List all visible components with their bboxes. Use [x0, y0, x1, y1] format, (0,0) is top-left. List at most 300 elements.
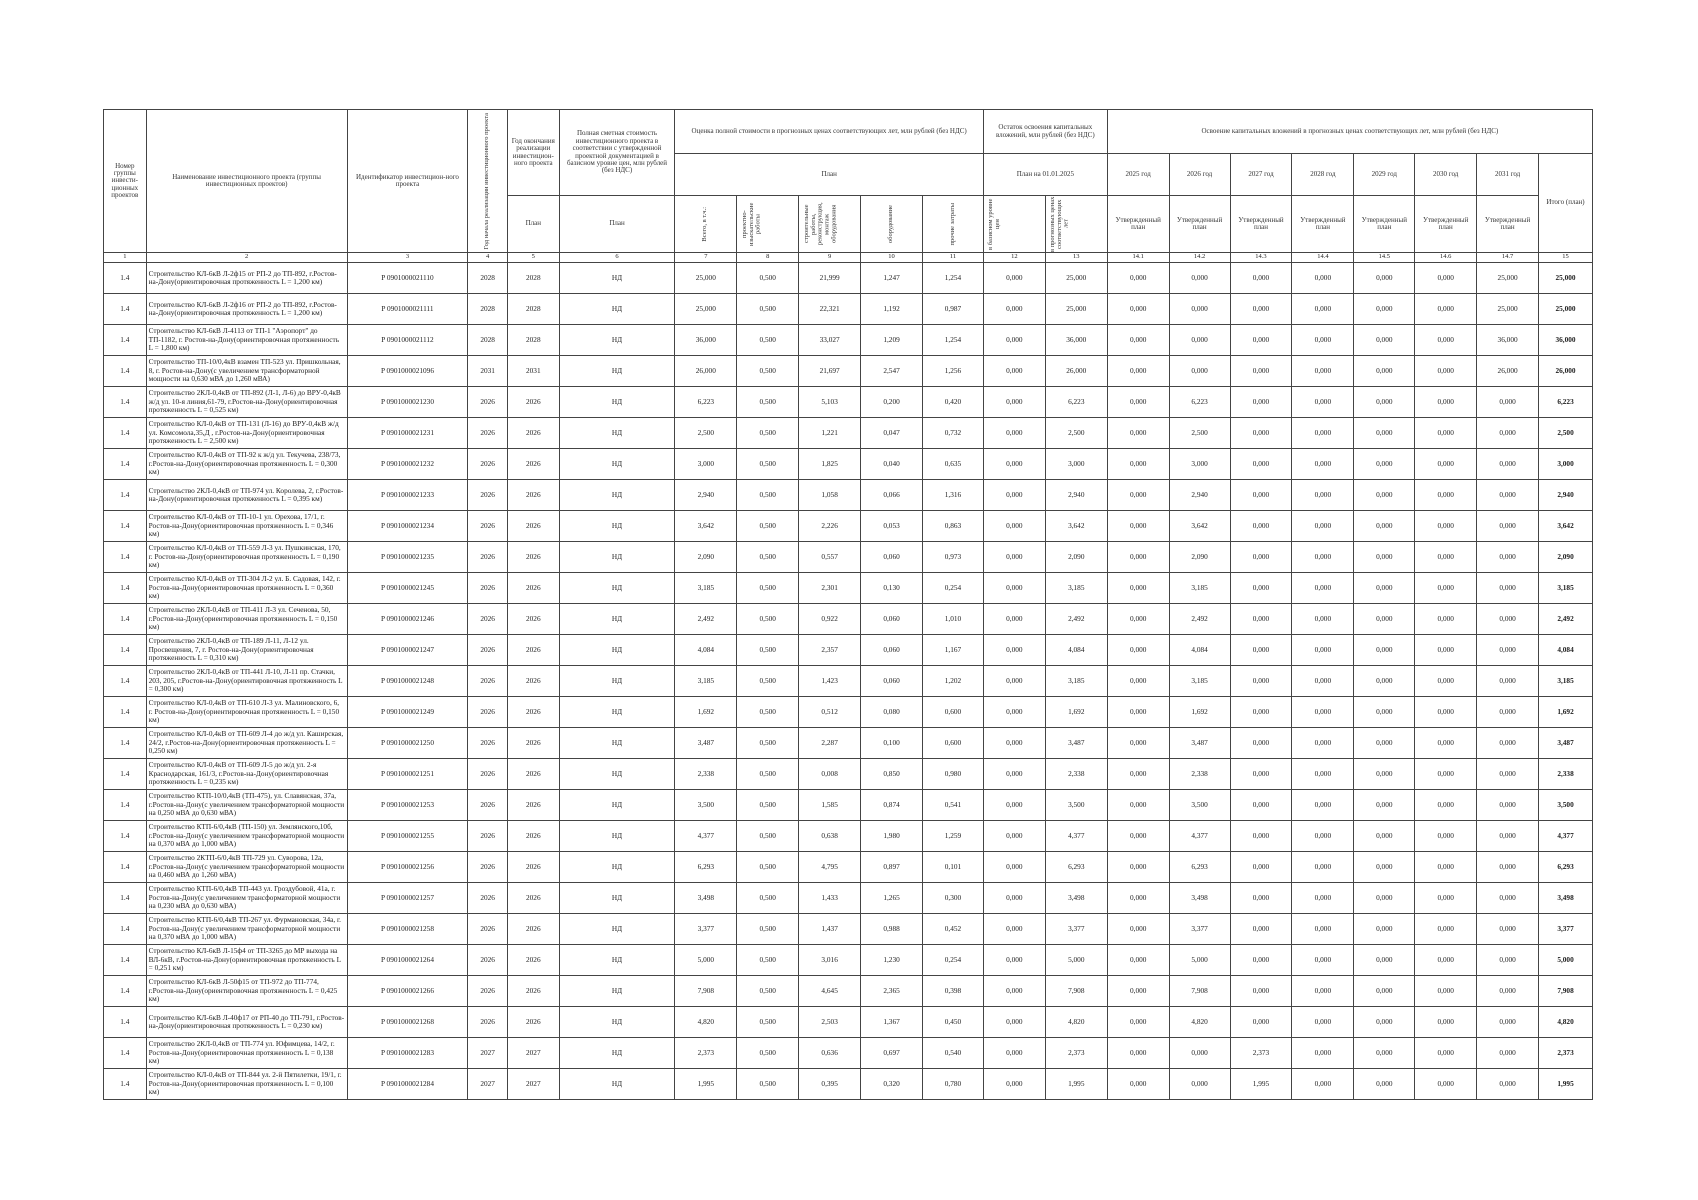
year-end-cell: 2026 — [507, 511, 559, 542]
column-number: 14.1 — [1107, 253, 1169, 263]
value-cell: 0,000 — [1169, 1069, 1230, 1100]
year-start-cell: 2026 — [468, 728, 508, 759]
table-row — [104, 697, 1593, 728]
value-cell: 0,000 — [1230, 511, 1292, 542]
value-cell: 0,000 — [1292, 387, 1354, 418]
value-cell: 0,000 — [1415, 604, 1477, 635]
group-number-cell: 1.4 — [104, 542, 147, 573]
value-cell: 0,000 — [1230, 697, 1292, 728]
value-cell: 0,000 — [1354, 666, 1415, 697]
value-cell: 0,398 — [923, 976, 984, 1007]
value-cell: 0,000 — [983, 852, 1045, 883]
value-cell: 0,780 — [923, 1069, 984, 1100]
total-cell: 6,223 — [1539, 387, 1593, 418]
value-cell: 0,000 — [1415, 418, 1477, 449]
value-cell: 0,000 — [1415, 263, 1477, 294]
value-cell: 0,000 — [1415, 821, 1477, 852]
total-cell: 3,185 — [1539, 573, 1593, 604]
value-cell: 0,000 — [1230, 914, 1292, 945]
group-number-cell: 1.4 — [104, 1007, 147, 1038]
value-cell: 5,103 — [799, 387, 861, 418]
value-cell: 0,000 — [1230, 635, 1292, 666]
table-body — [104, 263, 1593, 1100]
value-cell: 0,500 — [737, 325, 799, 356]
group-number-cell: 1.4 — [104, 914, 147, 945]
value-cell: 0,395 — [799, 1069, 861, 1100]
header-plan-date: План на 01.01.2025 — [983, 154, 1107, 196]
value-cell: 3,487 — [1169, 728, 1230, 759]
value-cell: 0,000 — [1354, 604, 1415, 635]
year-start-cell: 2026 — [468, 1007, 508, 1038]
header-year-end-plan: План — [507, 196, 559, 253]
value-cell: 0,254 — [923, 573, 984, 604]
year-start-cell: 2026 — [468, 387, 508, 418]
value-cell: 0,000 — [1107, 790, 1169, 821]
year-end-cell: 2026 — [507, 604, 559, 635]
value-cell: 0,000 — [1230, 263, 1292, 294]
value-cell: 0,000 — [1477, 759, 1539, 790]
project-name-cell: Строительство 2КЛ-0,4кВ от ТП-411 Л-3 ул. Сеченова, 50, г.Ростов-на-Дону(ориентировочная протяженность L = 0,150 км) — [146, 604, 347, 635]
value-cell: 0,000 — [1354, 728, 1415, 759]
value-cell: 1,995 — [1230, 1069, 1292, 1100]
value-cell: 3,185 — [1169, 573, 1230, 604]
value-cell: 1,995 — [1045, 1069, 1107, 1100]
value-cell: 1,221 — [799, 418, 861, 449]
project-name-cell: Строительство КТП-6/0,4кВ ТП-267 ул. Фурмановская, 34а, г. Ростов-на-Дону(с увеличением трансформаторной мощности на 0,370 мВА до 1,000 мВА) — [146, 914, 347, 945]
group-number-cell: 1.4 — [104, 325, 147, 356]
value-cell: 1,825 — [799, 449, 861, 480]
value-cell: 0,053 — [861, 511, 923, 542]
value-cell: 2,301 — [799, 573, 861, 604]
value-cell: 0,500 — [737, 1038, 799, 1069]
value-cell: 0,987 — [923, 294, 984, 325]
project-id-cell: P 0901000021266 — [347, 976, 468, 1007]
value-cell: 0,500 — [737, 263, 799, 294]
value-cell: 0,000 — [1292, 325, 1354, 356]
table-row — [104, 821, 1593, 852]
value-cell: 0,000 — [1230, 542, 1292, 573]
value-cell: 0,000 — [1415, 542, 1477, 573]
value-cell: 0,000 — [1230, 387, 1292, 418]
value-cell: 4,377 — [1045, 821, 1107, 852]
value-cell: 0,000 — [1415, 449, 1477, 480]
value-cell: 0,000 — [1107, 852, 1169, 883]
value-cell: 0,200 — [861, 387, 923, 418]
value-cell: 25,000 — [675, 263, 737, 294]
value-cell: 0,000 — [1477, 418, 1539, 449]
value-cell: 0,500 — [737, 387, 799, 418]
value-cell: 0,000 — [1230, 759, 1292, 790]
value-cell: 0,000 — [983, 697, 1045, 728]
value-cell: 0,000 — [1292, 356, 1354, 387]
value-cell: 0,863 — [923, 511, 984, 542]
value-cell: 0,000 — [1354, 945, 1415, 976]
total-cell: 2,500 — [1539, 418, 1593, 449]
value-cell: 0,000 — [1107, 511, 1169, 542]
project-id-cell: P 0901000021246 — [347, 604, 468, 635]
header-year-2029: 2029 год — [1354, 154, 1415, 196]
value-cell: 0,000 — [1292, 449, 1354, 480]
full-cost-cell: НД — [559, 325, 675, 356]
value-cell: 0,066 — [861, 480, 923, 511]
value-cell: 21,999 — [799, 263, 861, 294]
total-cell: 1,692 — [1539, 697, 1593, 728]
value-cell: 0,000 — [1292, 759, 1354, 790]
project-name-cell: Строительство 2КЛ-0,4кВ от ТП-974 ул. Королева, 2, г.Ростов-на-Дону(ориентировочная протяженность L = 0,395 км) — [146, 480, 347, 511]
full-cost-cell: НД — [559, 728, 675, 759]
full-cost-cell: НД — [559, 821, 675, 852]
value-cell: 0,000 — [1107, 666, 1169, 697]
total-cell: 2,090 — [1539, 542, 1593, 573]
value-cell: 1,585 — [799, 790, 861, 821]
value-cell: 0,000 — [983, 666, 1045, 697]
value-cell: 3,500 — [1169, 790, 1230, 821]
year-start-cell: 2026 — [468, 883, 508, 914]
value-cell: 0,000 — [1415, 852, 1477, 883]
value-cell: 2,492 — [1045, 604, 1107, 635]
value-cell: 0,000 — [1354, 790, 1415, 821]
value-cell: 0,060 — [861, 604, 923, 635]
value-cell: 0,000 — [1230, 976, 1292, 1007]
value-cell: 2,503 — [799, 1007, 861, 1038]
value-cell: 0,000 — [1292, 852, 1354, 883]
year-end-cell: 2026 — [507, 852, 559, 883]
project-name-cell: Строительство 2КТП-6/0,4кВ ТП-729 ул. Суворова, 12а, г.Ростов-на-Дону(с увеличением трансформаторной мощности на 0,460 мВА до 1,260 мВА) — [146, 852, 347, 883]
project-id-cell: P 0901000021251 — [347, 759, 468, 790]
header-sub-other: прочие затраты — [923, 196, 984, 253]
value-cell: 0,000 — [983, 976, 1045, 1007]
full-cost-cell: НД — [559, 573, 675, 604]
header-approved-2029: Утвержденный план — [1354, 196, 1415, 253]
value-cell: 0,000 — [983, 263, 1045, 294]
column-number: 5 — [507, 253, 559, 263]
value-cell: 0,000 — [1354, 387, 1415, 418]
full-cost-cell: НД — [559, 1007, 675, 1038]
value-cell: 0,000 — [1354, 914, 1415, 945]
project-id-cell: P 0901000021245 — [347, 573, 468, 604]
total-cell: 3,185 — [1539, 666, 1593, 697]
group-number-cell: 1.4 — [104, 852, 147, 883]
value-cell: 21,697 — [799, 356, 861, 387]
column-number: 1 — [104, 253, 147, 263]
column-number: 11 — [923, 253, 984, 263]
value-cell: 2,500 — [1169, 418, 1230, 449]
project-id-cell: P 0901000021234 — [347, 511, 468, 542]
value-cell: 0,973 — [923, 542, 984, 573]
value-cell: 0,732 — [923, 418, 984, 449]
value-cell: 3,185 — [1045, 666, 1107, 697]
project-id-cell: P 0901000021253 — [347, 790, 468, 821]
value-cell: 0,000 — [1292, 263, 1354, 294]
group-number-cell: 1.4 — [104, 449, 147, 480]
project-id-cell: P 0901000021258 — [347, 914, 468, 945]
full-cost-cell: НД — [559, 604, 675, 635]
project-id-cell: P 0901000021235 — [347, 542, 468, 573]
value-cell: 0,000 — [1230, 573, 1292, 604]
header-sub-total: Всего, в т.ч.: — [675, 196, 737, 253]
value-cell: 0,000 — [1354, 511, 1415, 542]
value-cell: 3,185 — [1045, 573, 1107, 604]
value-cell: 0,500 — [737, 883, 799, 914]
table-row — [104, 263, 1593, 294]
value-cell: 3,642 — [1045, 511, 1107, 542]
value-cell: 3,498 — [1169, 883, 1230, 914]
value-cell: 0,000 — [1477, 573, 1539, 604]
column-number: 14.4 — [1292, 253, 1354, 263]
value-cell: 0,541 — [923, 790, 984, 821]
value-cell: 0,500 — [737, 1069, 799, 1100]
value-cell: 3,000 — [1169, 449, 1230, 480]
value-cell: 1,247 — [861, 263, 923, 294]
value-cell: 0,500 — [737, 790, 799, 821]
column-numbers-row — [104, 253, 1593, 263]
value-cell: 0,000 — [1415, 325, 1477, 356]
header-year-2026: 2026 год — [1169, 154, 1230, 196]
value-cell: 0,000 — [1415, 573, 1477, 604]
project-id-cell: P 0901000021257 — [347, 883, 468, 914]
value-cell: 0,000 — [1107, 294, 1169, 325]
value-cell: 0,000 — [1107, 449, 1169, 480]
value-cell: 0,000 — [983, 511, 1045, 542]
value-cell: 0,000 — [1292, 542, 1354, 573]
value-cell: 1,692 — [1169, 697, 1230, 728]
value-cell: 0,000 — [1107, 604, 1169, 635]
investment-projects-table — [103, 109, 1593, 1100]
group-number-cell: 1.4 — [104, 976, 147, 1007]
total-cell: 1,995 — [1539, 1069, 1593, 1100]
year-start-cell: 2026 — [468, 511, 508, 542]
value-cell: 0,008 — [799, 759, 861, 790]
value-cell: 3,000 — [675, 449, 737, 480]
header-approved-2030: Утвержденный план — [1415, 196, 1477, 253]
value-cell: 0,000 — [1107, 387, 1169, 418]
value-cell: 0,500 — [737, 1007, 799, 1038]
value-cell: 0,047 — [861, 418, 923, 449]
value-cell: 0,450 — [923, 1007, 984, 1038]
value-cell: 25,000 — [1477, 294, 1539, 325]
value-cell: 0,500 — [737, 914, 799, 945]
header-full-cost: Полная сметная стоимость инвестиционного проекта в соответствии с утвержденной проектной документацией в базисном уровне цен, млн рублей (без НДС) — [559, 110, 675, 196]
value-cell: 0,254 — [923, 945, 984, 976]
project-id-cell: P 0901000021096 — [347, 356, 468, 387]
value-cell: 0,000 — [1292, 573, 1354, 604]
header-year-2025: 2025 год — [1107, 154, 1169, 196]
header-balance: Остаток освоения капитальных вложений, млн рублей (без НДС) — [983, 110, 1107, 154]
value-cell: 0,000 — [1230, 790, 1292, 821]
value-cell: 1,058 — [799, 480, 861, 511]
table-row — [104, 1038, 1593, 1069]
project-id-cell: P 0901000021250 — [347, 728, 468, 759]
value-cell: 0,000 — [1230, 418, 1292, 449]
total-cell: 3,498 — [1539, 883, 1593, 914]
value-cell: 0,130 — [861, 573, 923, 604]
project-id-cell: P 0901000021230 — [347, 387, 468, 418]
project-name-cell: Строительство 2КЛ-0,4кВ от ТП-774 ул. Юфимцева, 14/2, г. Ростов-на-Дону(ориентировочная протяженность L = 0,138 км) — [146, 1038, 347, 1069]
value-cell: 4,820 — [1169, 1007, 1230, 1038]
value-cell: 0,000 — [1107, 480, 1169, 511]
project-id-cell: P 0901000021111 — [347, 294, 468, 325]
value-cell: 0,500 — [737, 976, 799, 1007]
group-number-cell: 1.4 — [104, 263, 147, 294]
total-cell: 3,000 — [1539, 449, 1593, 480]
value-cell: 0,000 — [1477, 635, 1539, 666]
value-cell: 6,293 — [675, 852, 737, 883]
year-end-cell: 2026 — [507, 821, 559, 852]
header-approved-2027: Утвержденный план — [1230, 196, 1292, 253]
value-cell: 0,000 — [1292, 821, 1354, 852]
year-start-cell: 2026 — [468, 821, 508, 852]
value-cell: 0,080 — [861, 697, 923, 728]
value-cell: 0,557 — [799, 542, 861, 573]
value-cell: 3,377 — [1045, 914, 1107, 945]
value-cell: 0,500 — [737, 356, 799, 387]
value-cell: 0,000 — [1230, 325, 1292, 356]
table-row — [104, 480, 1593, 511]
value-cell: 4,795 — [799, 852, 861, 883]
value-cell: 0,000 — [1169, 356, 1230, 387]
value-cell: 0,000 — [1230, 1007, 1292, 1038]
group-number-cell: 1.4 — [104, 945, 147, 976]
value-cell: 25,000 — [1477, 263, 1539, 294]
value-cell: 0,000 — [1292, 728, 1354, 759]
year-end-cell: 2027 — [507, 1038, 559, 1069]
group-number-cell: 1.4 — [104, 573, 147, 604]
year-end-cell: 2026 — [507, 573, 559, 604]
value-cell: 0,500 — [737, 697, 799, 728]
header-year-2030: 2030 год — [1415, 154, 1477, 196]
value-cell: 2,287 — [799, 728, 861, 759]
value-cell: 1,254 — [923, 263, 984, 294]
header-approved-2028: Утвержденный план — [1292, 196, 1354, 253]
value-cell: 0,000 — [1230, 356, 1292, 387]
year-end-cell: 2026 — [507, 635, 559, 666]
value-cell: 0,000 — [1415, 356, 1477, 387]
value-cell: 2,373 — [1230, 1038, 1292, 1069]
value-cell: 0,000 — [1107, 356, 1169, 387]
column-number: 13 — [1045, 253, 1107, 263]
value-cell: 3,185 — [675, 573, 737, 604]
value-cell: 0,000 — [1230, 945, 1292, 976]
year-start-cell: 2026 — [468, 976, 508, 1007]
value-cell: 0,320 — [861, 1069, 923, 1100]
value-cell: 0,850 — [861, 759, 923, 790]
column-number: 14.2 — [1169, 253, 1230, 263]
value-cell: 0,000 — [983, 325, 1045, 356]
value-cell: 0,000 — [1230, 728, 1292, 759]
value-cell: 2,547 — [861, 356, 923, 387]
value-cell: 0,000 — [1107, 728, 1169, 759]
project-name-cell: Строительство КЛ-0,4кВ от ТП-609 Л-5 до ж/д ул. 2-я Краснодарская, 161/3, г.Ростов-на-Дону(ориентировочная протяженность L = 0,235 км) — [146, 759, 347, 790]
value-cell: 0,000 — [1415, 1038, 1477, 1069]
header-approved-2026: Утвержденный план — [1169, 196, 1230, 253]
value-cell: 1,367 — [861, 1007, 923, 1038]
year-start-cell: 2026 — [468, 790, 508, 821]
group-number-cell: 1.4 — [104, 418, 147, 449]
value-cell: 0,000 — [1107, 325, 1169, 356]
value-cell: 1,209 — [861, 325, 923, 356]
value-cell: 3,185 — [1169, 666, 1230, 697]
total-cell: 2,492 — [1539, 604, 1593, 635]
full-cost-cell: НД — [559, 914, 675, 945]
value-cell: 0,300 — [923, 883, 984, 914]
group-number-cell: 1.4 — [104, 294, 147, 325]
project-id-cell: P 0901000021110 — [347, 263, 468, 294]
full-cost-cell: НД — [559, 1069, 675, 1100]
value-cell: 2,338 — [1045, 759, 1107, 790]
header-sub-forecast: в прогнозных ценах соответствующих лет — [1045, 196, 1107, 253]
project-name-cell: Строительство КЛ-6кВ Л-40ф17 от РП-40 до ТП-791, г.Ростов-на-Дону(ориентировочная протяженность L = 0,230 км) — [146, 1007, 347, 1038]
year-start-cell: 2027 — [468, 1038, 508, 1069]
value-cell: 0,000 — [1477, 480, 1539, 511]
value-cell: 1,010 — [923, 604, 984, 635]
value-cell: 3,487 — [1045, 728, 1107, 759]
value-cell: 0,000 — [1477, 449, 1539, 480]
column-number: 3 — [347, 253, 468, 263]
value-cell: 0,000 — [1107, 883, 1169, 914]
value-cell: 0,000 — [1415, 976, 1477, 1007]
column-number: 14.7 — [1477, 253, 1539, 263]
column-number: 8 — [737, 253, 799, 263]
table-row — [104, 294, 1593, 325]
value-cell: 0,000 — [1292, 1007, 1354, 1038]
value-cell: 0,600 — [923, 728, 984, 759]
value-cell: 7,908 — [1169, 976, 1230, 1007]
table-row — [104, 790, 1593, 821]
year-end-cell: 2026 — [507, 914, 559, 945]
project-name-cell: Строительство КЛ-0,4кВ от ТП-131 (Л-16) до ВРУ-0,4кВ ж/д ул. Комсомола,35,Д , г.Ростов-на-Дону(ориентировочная протяженность L = 2,500 км) — [146, 418, 347, 449]
full-cost-cell: НД — [559, 790, 675, 821]
value-cell: 0,500 — [737, 852, 799, 883]
header-approved-2025: Утвержденный план — [1107, 196, 1169, 253]
value-cell: 0,000 — [1415, 1069, 1477, 1100]
full-cost-cell: НД — [559, 480, 675, 511]
value-cell: 26,000 — [1477, 356, 1539, 387]
full-cost-cell: НД — [559, 976, 675, 1007]
full-cost-cell: НД — [559, 697, 675, 728]
table-row — [104, 542, 1593, 573]
full-cost-cell: НД — [559, 418, 675, 449]
value-cell: 0,000 — [983, 573, 1045, 604]
value-cell: 0,000 — [1354, 480, 1415, 511]
full-cost-cell: НД — [559, 852, 675, 883]
value-cell: 2,940 — [675, 480, 737, 511]
value-cell: 1,167 — [923, 635, 984, 666]
year-end-cell: 2028 — [507, 294, 559, 325]
value-cell: 0,500 — [737, 666, 799, 697]
year-end-cell: 2026 — [507, 728, 559, 759]
value-cell: 0,000 — [1230, 821, 1292, 852]
year-end-cell: 2026 — [507, 790, 559, 821]
year-start-cell: 2028 — [468, 294, 508, 325]
value-cell: 0,000 — [1107, 759, 1169, 790]
value-cell: 0,000 — [1354, 356, 1415, 387]
year-end-cell: 2026 — [507, 418, 559, 449]
total-cell: 25,000 — [1539, 263, 1593, 294]
full-cost-cell: НД — [559, 263, 675, 294]
total-cell: 3,500 — [1539, 790, 1593, 821]
project-name-cell: Строительство КЛ-6кВ Л-2ф15 от РП-2 до ТП-892, г.Ростов-на-Дону(ориентировочная протяженность L = 1,200 км) — [146, 263, 347, 294]
value-cell: 0,000 — [983, 449, 1045, 480]
year-start-cell: 2026 — [468, 666, 508, 697]
value-cell: 0,000 — [1292, 604, 1354, 635]
value-cell: 0,060 — [861, 542, 923, 573]
value-cell: 3,377 — [1169, 914, 1230, 945]
header-group-number: Номер группы инвести-ционных проектов — [104, 110, 147, 253]
year-start-cell: 2026 — [468, 945, 508, 976]
full-cost-cell: НД — [559, 449, 675, 480]
year-end-cell: 2028 — [507, 263, 559, 294]
header-sub-smr: строительные работы, реконструкция, монтаж оборудования — [799, 196, 861, 253]
